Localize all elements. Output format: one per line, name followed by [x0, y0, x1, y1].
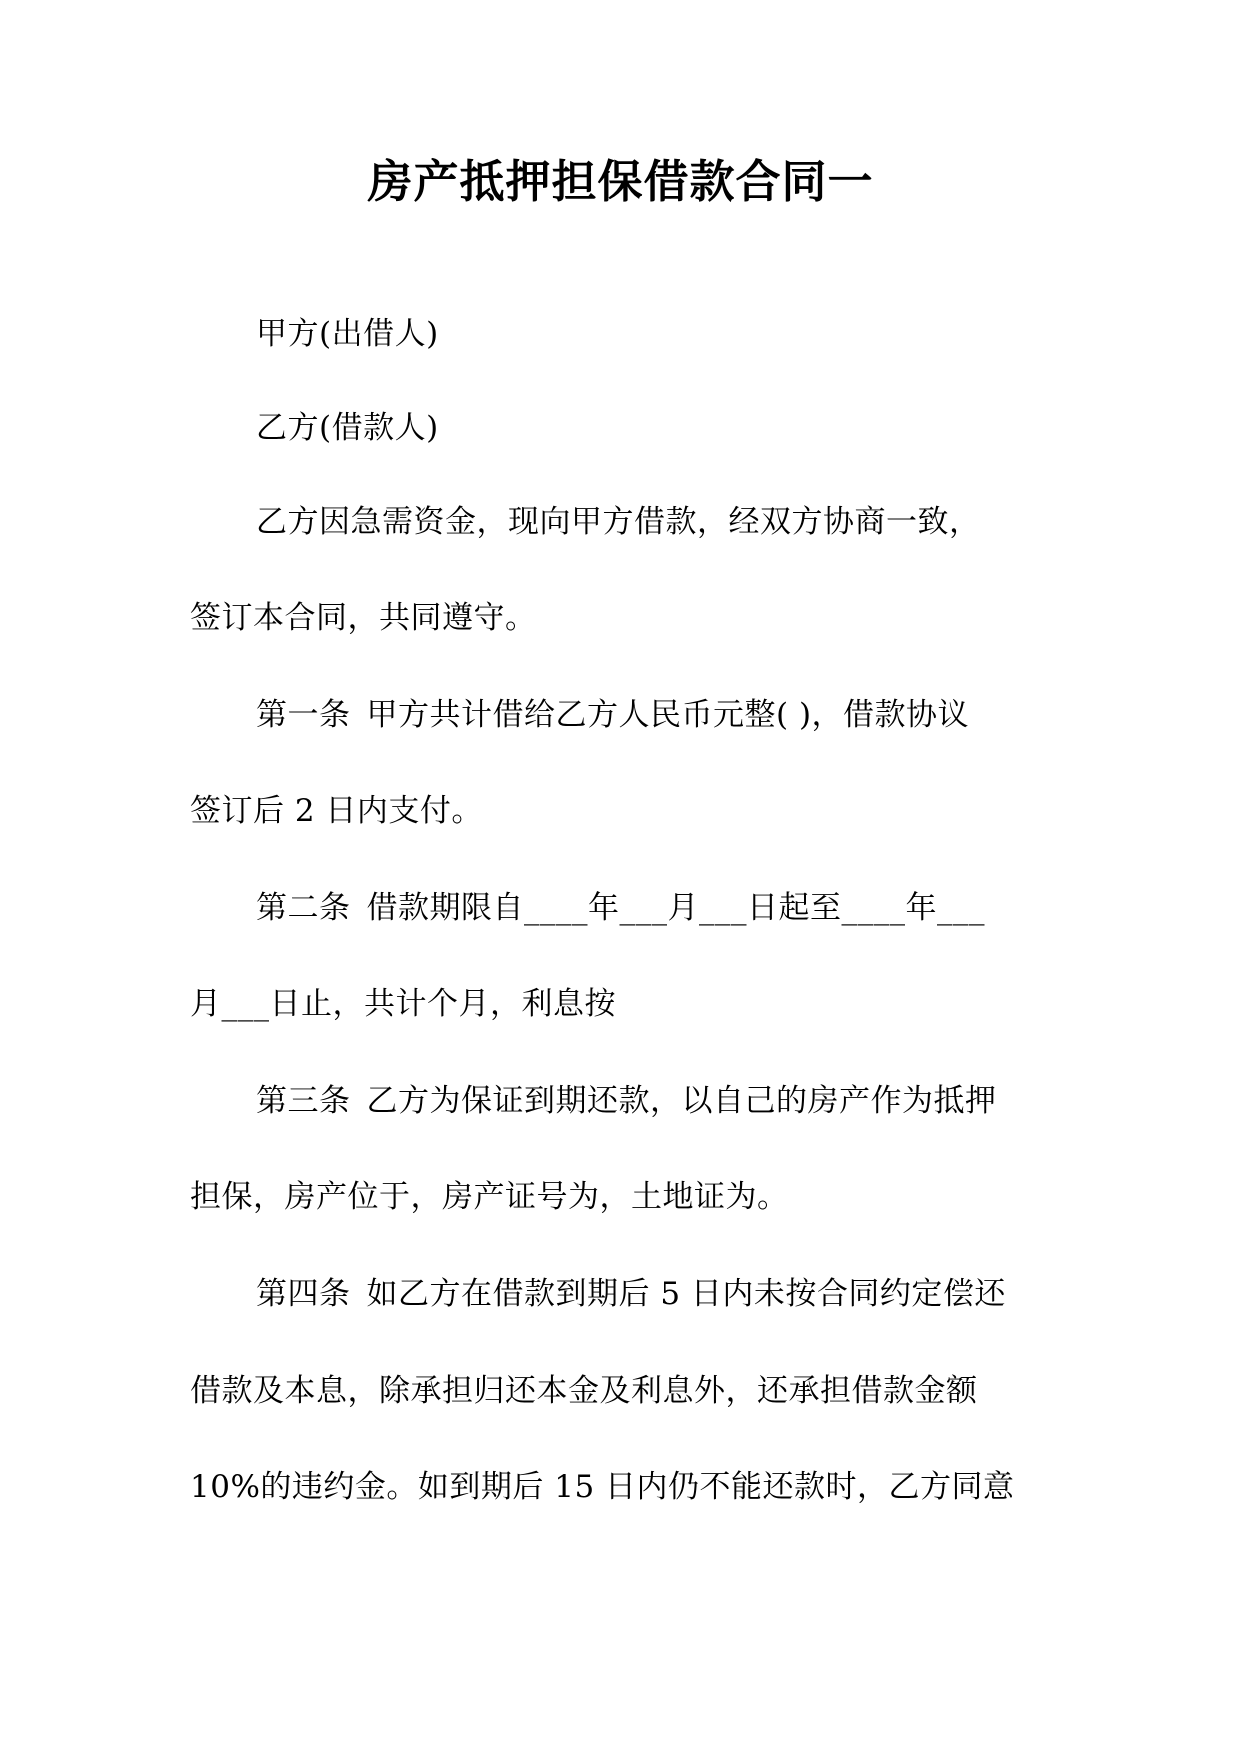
preamble-text-1: 乙方因急需资金，现向甲方借款，经双方协商一致， [256, 504, 981, 540]
article-1-label: 第一条 [256, 697, 351, 733]
article-3-line-1 [256, 1079, 997, 1123]
article-3-text-2: 担保，房产位于，房产证号为，土地证为。 [190, 1179, 789, 1215]
party-a-line [256, 312, 439, 356]
article-1-line-2 [190, 789, 483, 833]
party-a-text: 甲方(出借人) [256, 316, 439, 352]
article-4-line-3 [190, 1465, 1015, 1509]
article-4-line-1 [256, 1272, 1006, 1316]
article-2-label: 第二条 [256, 890, 351, 926]
preamble-line-2 [190, 596, 537, 640]
article-3-label: 第三条 [256, 1083, 351, 1119]
party-b-text: 乙方(借款人) [256, 410, 439, 446]
article-3-text-1: 乙方为保证到期还款，以自己的房产作为抵押 [366, 1083, 997, 1119]
preamble-line-1 [256, 500, 981, 544]
article-4-line-2 [190, 1369, 978, 1413]
article-4-text-1: 如乙方在借款到期后 5 日内未按合同约定偿还 [366, 1276, 1006, 1312]
article-2-line-1 [256, 886, 985, 930]
document-title: 房产抵押担保借款合同一 [367, 155, 874, 208]
article-3-line-2 [190, 1175, 789, 1219]
article-2-text-1: 借款期限自____年___月___日起至____年___ [366, 890, 985, 926]
preamble-text-2: 签订本合同，共同遵守。 [190, 600, 537, 636]
article-2-text-2: 月___日止，共计个月，利息按 [190, 986, 616, 1022]
article-4-text-2: 借款及本息，除承担归还本金及利息外，还承担借款金额 [190, 1373, 978, 1409]
article-1-text-1: 甲方共计借给乙方人民币元整( )，借款协议 [366, 697, 970, 733]
article-4-text-3: 10%的违约金。如到期后 15 日内仍不能还款时，乙方同意 [190, 1469, 1015, 1505]
article-4-label: 第四条 [256, 1276, 351, 1312]
party-b-line [256, 406, 439, 450]
article-2-line-2 [190, 982, 616, 1026]
article-1-line-1 [256, 693, 969, 737]
article-1-text-2: 签订后 2 日内支付。 [190, 793, 483, 829]
